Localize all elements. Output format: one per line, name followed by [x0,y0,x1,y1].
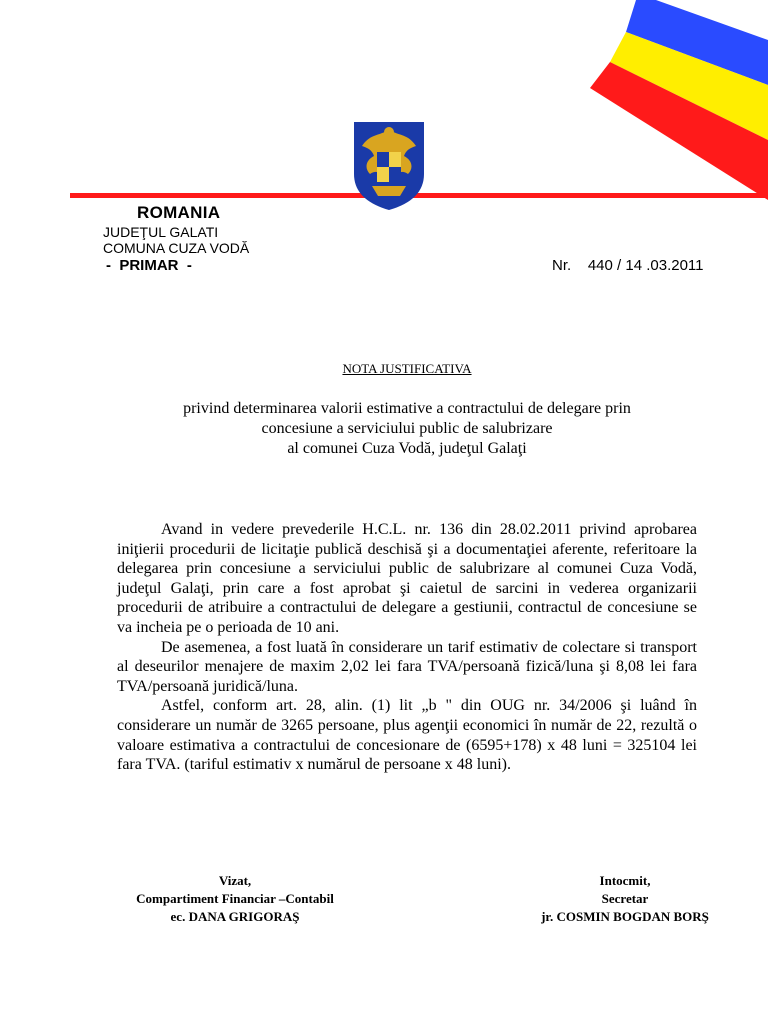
signature-position: Secretar [601,891,649,906]
subject-line: privind determinarea valorii estimative a contractului de delegare prin [183,400,631,417]
signature-label: Intocmit, [599,873,651,888]
body-paragraph: Astfel, conform art. 28, alin. (1) lit „b " din OUG nr. 34/2006 şi luând în considerare un număr de 3265 persoane, plus agenţii economici în număr de 22, rezultă o valoare estimativa a contractului de concesionare de (6595+178) x 48 luni = 325104 lei fara TVA. (tariful estimativ x numărul de persoane x 48 luni). [117,697,697,774]
commune-name: COMUNA CUZA VODĂ [103,240,250,256]
signature-department: Compartiment Financiar –Contabil [136,891,334,906]
flag-stripes [560,0,768,210]
subject-line: al comunei Cuza Vodă, judeţul Galaţi [287,440,527,457]
registration-number: Nr. 440 / 14 .03.2011 [552,257,704,274]
country-name: ROMANIA [137,203,221,222]
romanian-coat-of-arms-icon [348,116,430,212]
county-name: JUDEŢUL GALATI [103,224,219,240]
signature-label: Vizat, [218,873,252,888]
document-subject [0,399,768,459]
signature-name: ec. DANA GRIGORAŞ [170,909,300,924]
signature-block-left [110,872,360,926]
body-paragraph: De asemenea, a fost luată în considerare un tarif estimativ de colectare si transport al deseurilor menajere de maxim 2,02 lei fara TVA/persoană fizică/luna şi 8,08 lei fara TVA/persoană juridică/luna. [117,638,697,695]
document-body [117,520,697,775]
subject-line: concesiune a serviciului public de salubrizare [261,420,553,437]
issuer-role: - PRIMAR - [106,257,192,274]
document-title: NOTA JUSTIFICATIVA [342,361,472,376]
signature-name: jr. COSMIN BOGDAN BORŞ [541,909,709,924]
body-paragraph: Avand in vedere prevederile H.C.L. nr. 136 din 28.02.2011 privind aprobarea iniţierii procedurii de licitaţie publică deschisă şi a documentaţiei aferente, referitoare la delegarea prin concesiune a serviciului public de salubrizare al comunei Cuza Vodă, judeţul Galaţi, prin care a fost aprobat şi caietul de sarcini in vederea organizarii procedurii de atribuire a contractului de delegare a gestiunii, contractul de concesiune se va incheia pe o perioada de 10 ani. [117,521,697,636]
signature-block-right [470,872,768,926]
